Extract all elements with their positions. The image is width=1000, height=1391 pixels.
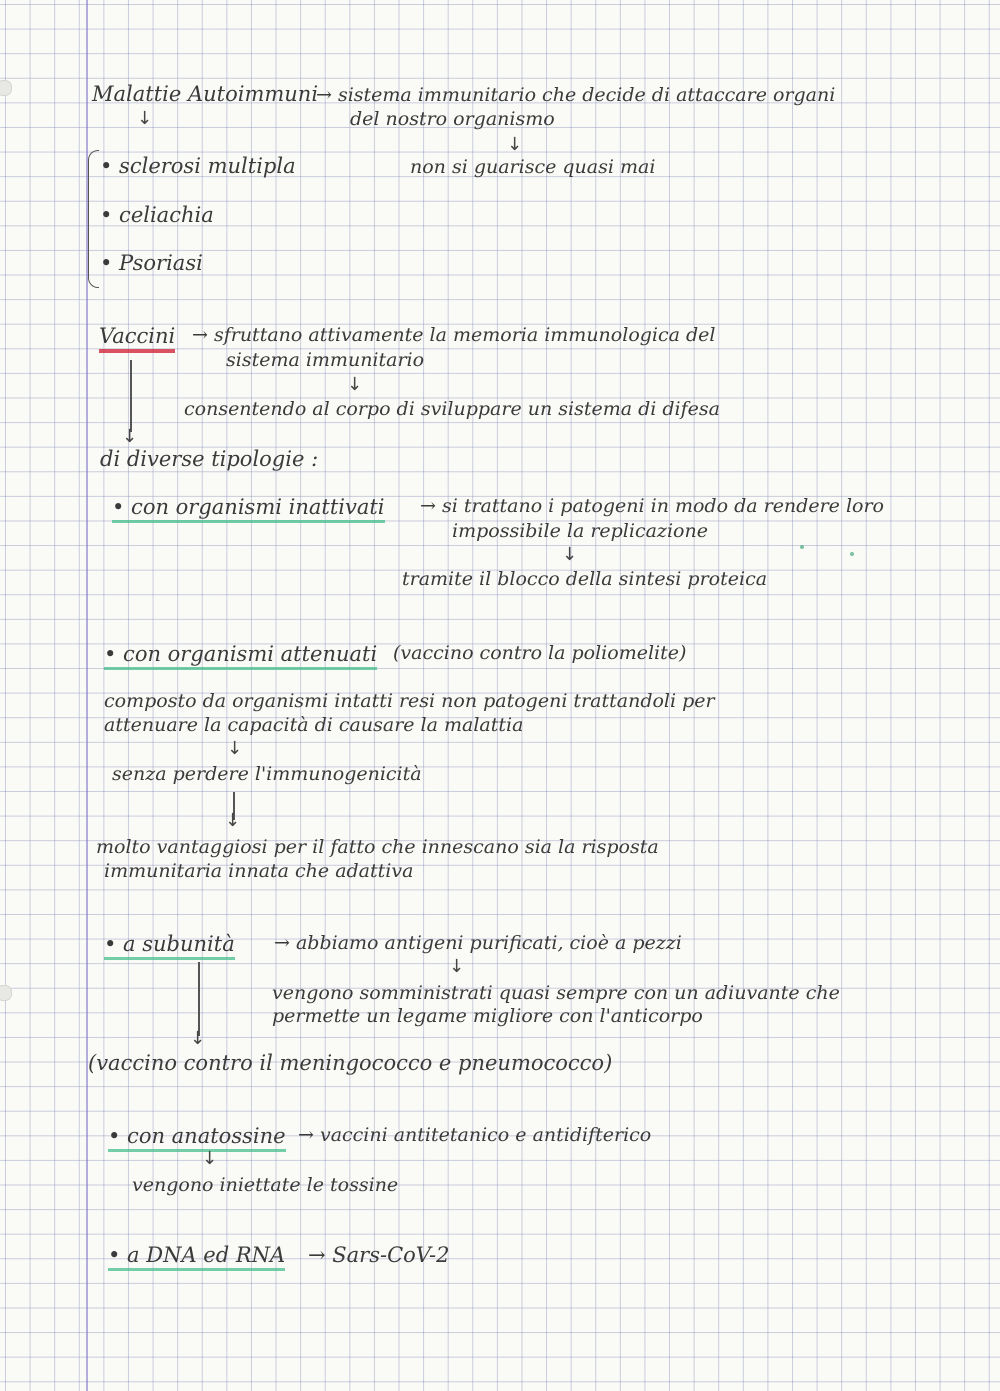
- note-line: non si guarisce quasi mai: [410, 156, 656, 178]
- list-item: • celiachia: [100, 203, 214, 227]
- item-dna-rna: • a DNA ed RNA: [108, 1243, 285, 1271]
- note-line: vengono somministrati quasi sempre con un adiuvante che: [272, 982, 840, 1004]
- list-item: • Psoriasi: [100, 251, 203, 275]
- note-line: → sfruttano attivamente la memoria immunologica del: [192, 324, 716, 346]
- note-line: sistema immunitario: [226, 349, 425, 371]
- note-line: → abbiamo antigeni purificati, cioè a pezzi: [274, 932, 682, 954]
- note-line: senza perdere l'immunogenicità: [112, 763, 422, 785]
- list-item: • sclerosi multipla: [100, 154, 296, 178]
- note-line: (vaccino contro il meningococco e pneumococco): [88, 1051, 613, 1075]
- note-line: consentendo al corpo di sviluppare un sistema di difesa: [184, 398, 720, 420]
- arrow-down-icon: ↓: [225, 810, 241, 831]
- arrow-down-icon: ↓: [202, 1148, 218, 1169]
- note-line: composto da organismi intatti resi non patogeni trattandoli per: [104, 690, 715, 712]
- note-line: permette un legame migliore con l'anticorpo: [272, 1005, 703, 1027]
- note-line: di diverse tipologie :: [100, 447, 319, 471]
- heading-autoimmune: Malattie Autoimmuni: [92, 82, 319, 106]
- item-inattivati: • con organismi inattivati: [112, 495, 385, 523]
- note-line: molto vantaggiosi per il fatto che innescano sia la risposta: [96, 836, 659, 858]
- ink-speck: [850, 552, 854, 556]
- arrow-down-icon: ↓: [347, 374, 363, 395]
- note-line: → vaccini antitetanico e antidifterico: [298, 1124, 652, 1146]
- arrow-down-icon: ↓: [122, 426, 138, 447]
- note-line: → sistema immunitario che decide di attaccare organi: [316, 84, 836, 106]
- arrow-down-icon: ↓: [507, 134, 523, 155]
- arrow-down-icon: ↓: [227, 738, 243, 759]
- arrow-down-icon: ↓: [137, 108, 153, 129]
- arrow-down-icon: ↓: [449, 956, 465, 977]
- arrow-down-icon: ↓: [562, 544, 578, 565]
- item-anatossine: • con anatossine: [108, 1124, 286, 1152]
- item-attenuati: • con organismi attenuati: [104, 642, 377, 670]
- punch-hole: [0, 80, 12, 96]
- note-line: attenuare la capacità di causare la malattia: [104, 714, 524, 736]
- item-subunita: • a subunità: [104, 932, 235, 960]
- note-line: → si trattano i patogeni in modo da rendere loro: [420, 495, 884, 517]
- note-line: vengono iniettate le tossine: [132, 1174, 399, 1196]
- arrow-line: [198, 962, 200, 1036]
- punch-hole: [0, 985, 12, 1001]
- note-line: immunitaria innata che adattiva: [104, 860, 414, 882]
- note-line: → Sars-CoV-2: [308, 1243, 450, 1267]
- ink-speck: [800, 545, 804, 549]
- note-line: del nostro organismo: [350, 108, 555, 130]
- note-line: (vaccino contro la poliomelite): [393, 642, 687, 664]
- arrow-line: [130, 360, 132, 432]
- arrow-down-icon: ↓: [190, 1028, 206, 1049]
- note-line: tramite il blocco della sintesi proteica: [402, 568, 768, 590]
- heading-vaccini: Vaccini: [99, 324, 175, 353]
- left-brace-icon: [88, 150, 99, 288]
- note-line: impossibile la replicazione: [452, 520, 708, 542]
